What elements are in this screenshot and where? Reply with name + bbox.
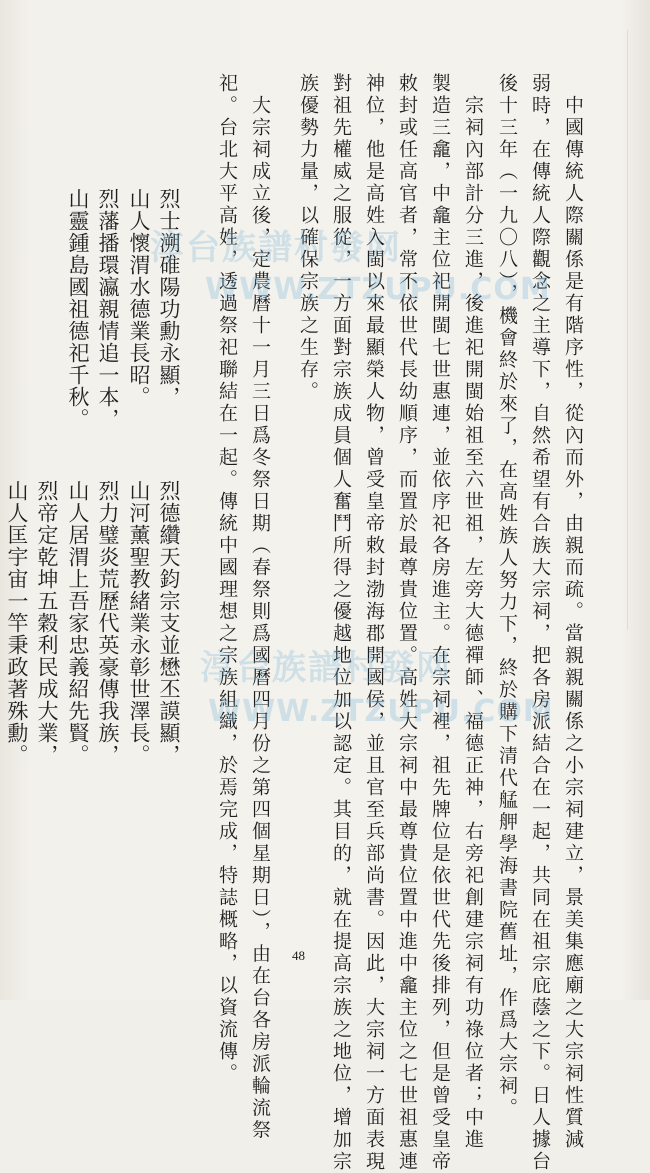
page-edge-shadow — [627, 30, 628, 630]
couplet-5-bottom: 烈帝定乾坤五穀利民成大業， — [35, 480, 59, 766]
body-column-7: 神位，他是高姓入閩以來最顯榮人物，曾受皇帝敕封渤海郡開國侯，並且官至兵部尚書。因此，大宗祠一方面表現 — [363, 73, 385, 1173]
couplet-6-bottom: 山人匡宇宙一竿秉政著殊勳。 — [5, 480, 29, 766]
couplet-2-top: 山人懷渭水德業長昭。 — [127, 188, 151, 408]
watermark-url-bottom: WWW.ZTZUPU.COM — [208, 694, 554, 729]
body-column-6: 敕封或任高官者，常不依世代長幼順序，而置於最尊貴位置。高姓大宗祠中最尊貴位置中進中龕主位之七世祖惠連 — [396, 73, 418, 1173]
body-column-9: 族優勢力量，以確保宗族之生存。 — [297, 73, 319, 403]
couplet-3-top: 烈藩播環瀛親情追一本， — [96, 188, 120, 430]
body-column-5: 製造三龕，中龕主位祀開閩七世惠連，並依序祀各房進主。在宗祠裡，祖先牌位是依世代先後排列，但是曾受皇帝 — [429, 73, 451, 1173]
couplet-1-top: 烈士溯碓陽功勳永顯， — [157, 188, 181, 408]
watermark-cn-bottom: 淳台族譜村發网 — [200, 648, 452, 688]
body-column-2: 弱時，在傳統人際觀念之主導下，自然希望有合族大宗祠，把各房派結合在一起，共同在祖宗庇蔭之下。日人據台 — [529, 73, 551, 1173]
body-column-3: 後十三年（一九〇八），機會終於來了，在高姓族人努力下，終於購下清代艋舺學海書院舊址，作爲大宗祠。 — [496, 73, 518, 1120]
couplet-2-bottom: 山河薰聖教緒業永彰世澤長。 — [127, 480, 151, 766]
watermark-cn-top: 淳台族譜村發网 — [150, 228, 402, 268]
watermark-url-top: WWW.ZTZUPU.COM — [205, 272, 551, 307]
couplet-4-bottom: 山人居渭上吾家忠義紹先賢。 — [66, 480, 90, 766]
couplet-3-bottom: 烈力璧炎荒歷代英豪傳我族， — [96, 480, 120, 766]
couplet-4-top: 山靈鍾島國祖德祀千秋。 — [66, 188, 90, 430]
body-column-8: 對祖先權威之服從，一方面對宗族成員個人奮鬥所得之優越地位加以認定。其目的，就在提高宗族之地位，增加宗 — [330, 73, 352, 1173]
body-column-1: 中國傳統人際關係是有階序性，從內而外，由親而疏。當親親關係之小宗祠建立，景美集應廟之大宗祠性質減 — [562, 95, 584, 1151]
couplet-1-bottom: 烈德纘天鈞宗支並懋丕謨顯， — [157, 480, 181, 766]
page-number: 48 — [292, 948, 305, 963]
body-column-10: 大宗祠成立後，定農曆十一月三日爲冬祭日期（春祭則爲國曆四月份之第四個星期日），由在台各房派輪流祭 — [249, 95, 271, 1142]
body-column-4: 宗祠內部計分三進，後進祀開閩始祖至六世祖，左旁大德禪師、福德正神，右旁祀創建宗祠有功祿位者；中進 — [462, 95, 484, 1151]
body-column-11: 祀。台北大平高姓，透過祭祀聯結在一起。傳統中國理想之宗族組織，於焉完成，特誌概略，以資流傳。 — [216, 73, 238, 1085]
